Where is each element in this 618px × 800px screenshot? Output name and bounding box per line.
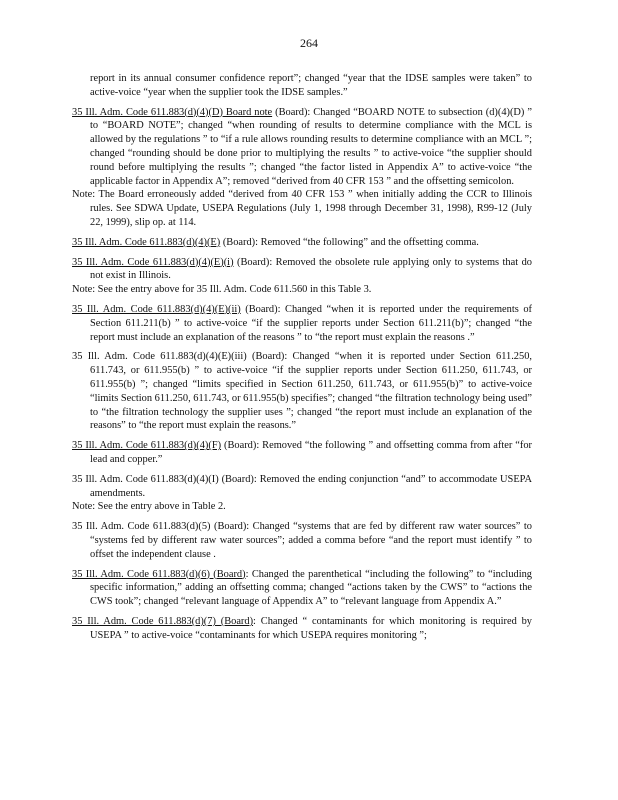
entry-citation: 35 Ill. Adm. Code 611.883(d)(4)(F)	[72, 440, 222, 452]
table-entry	[72, 106, 532, 230]
table-entry	[72, 256, 532, 297]
table-entry	[72, 520, 532, 561]
entry-note: Note: The Board erroneously added “derived from 40 CFR 153 ” when initially adding the CCR to Illinois rules. See SDWA Update, USEPA Regulations (July 1, 1998 through December 31, 1998), R99-12 (July 22, 1999), slip op. at 114.	[72, 189, 532, 228]
entry-note: Note: See the entry above for 35 Ill. Adm. Code 611.560 in this Table 3.	[72, 284, 372, 296]
entry-text: : Changed the parenthetical “including the following” to “including specific information,” adding an offsetting comma; changed “actions taken by the CWS” to “actions the CWS took”; changed “relevant language of Appendix A” to “relevant language from Appendix A.”	[90, 568, 532, 608]
entry-text: (Board): Changed “when it is reported under the requirements of Section 611.211(b) ” to active-voice “if the supplier reports under Section 611.211(b)”; changed “the report must include an explanation of the reasons ” to “the report must explain the reasons .”	[90, 303, 532, 343]
entry-text: (Board): Removed “the following” and the offsetting comma.	[220, 236, 479, 248]
entry-citation: 35 Ill. Adm. Code 611.883(d)(4)(D) Board note	[72, 106, 273, 118]
entry-text: (Board): Removed the obsolete rule applying only to systems that do not exist in Illinois.	[90, 256, 532, 282]
entry-citation: 35 Ill. Adm. Code 611.883(d)(6) (Board)	[72, 568, 246, 580]
intro-paragraph: report in its annual consumer confidence report”; changed “year that the IDSE samples were taken” to active-voice “year when the supplier took the IDSE samples.”	[90, 73, 532, 98]
table-entry	[72, 473, 532, 514]
document-body	[72, 72, 532, 642]
entry-text: : Changed “ contaminants for which monitoring is required by USEPA ” to active-voice “contaminants for which USEPA requires monitoring ”;	[90, 615, 532, 641]
entry-citation: 35 Ill. Adm. Code 611.883(d)(4)(E)(ii)	[72, 303, 241, 315]
entry-text: 35 Ill. Adm. Code 611.883(d)(4)(I) (Board): Removed the ending conjunction “and” to accommodate USEPA amendments.	[72, 473, 532, 499]
entry-text: (Board): Changed “BOARD NOTE to subsection (d)(4)(D) ” to “BOARD NOTE”; changed “when rounding of results to determine compliance with the MCL is allowed by the regulations ” to “if a rule allows rounding results to determine compliance with an MCL ”; changed “rounding should be done prior to multiplying the results ” to active-voice “the supplier should round before multiplying the results ”; changed “the factor listed in Appendix A” to active-voice “the applicable factor in Appendix A”; removed “derived from 40 CFR 153 ” and the offsetting semicolon.	[90, 106, 532, 187]
entry-citation: 35 Ill. Adm. Code 611.883(d)(7) (Board)	[72, 615, 254, 627]
entry-text: 35 Ill. Adm. Code 611.883(d)(4)(E)(iii) (Board): Changed “when it is reported under Section 611.250, 611.743, or 611.955(b) ” to active-voice “if the supplier reports under Section 611.250, 611.743, or 611.955(b) ”; changed “limits specified in Section 611.250, 611.743, or 611.955(b)” to active-voice “limits Section 611.250, 611.743, or 611.955(b) specifies”; changed “the filtration technology being used” to “the filtration technology the supplier uses ”; changed “the report must include an explanation of the reasons” to “the report must explain the reasons.”	[72, 351, 532, 432]
entry-text: 35 Ill. Adm. Code 611.883(d)(5) (Board): Changed “systems that are fed by different raw water sources” to “systems fed by different raw water sources”; added a comma before “and the report must identify ” to offset the independent clause .	[72, 521, 532, 560]
table-entry	[72, 350, 532, 433]
table-entry	[72, 439, 532, 467]
table-entry	[72, 615, 532, 643]
table-entry	[72, 303, 532, 344]
entry-citation: 35 Ill. Adm. Code 611.883(d)(4)(E)	[72, 236, 221, 248]
entry-note: Note: See the entry above in Table 2.	[72, 501, 226, 513]
entry-text: (Board): Removed “the following ” and offsetting comma from after “for lead and copper.”	[90, 440, 532, 465]
table-entry	[72, 568, 532, 609]
page-number: 264	[300, 36, 318, 50]
entry-citation: 35 Ill. Adm. Code 611.883(d)(4)(E)(i)	[72, 256, 234, 268]
table-entry	[72, 236, 532, 250]
